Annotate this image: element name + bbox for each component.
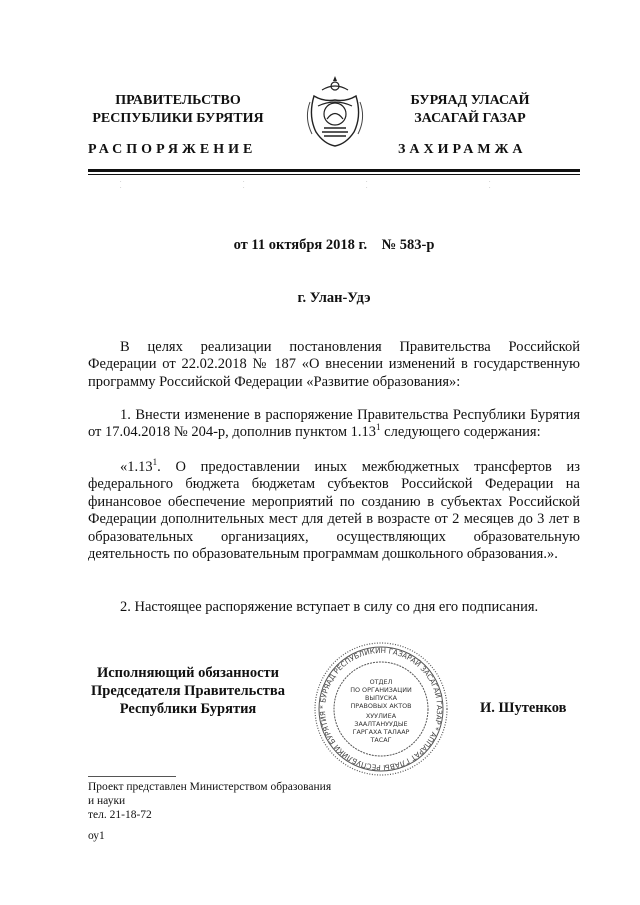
- item-1-paragraph: [88, 407, 580, 442]
- quote-text-before: «1.13: [120, 459, 153, 475]
- header-left-line2: РЕСПУБЛИКИ БУРЯТИЯ: [92, 111, 264, 126]
- footer-line1: Проект представлен Министерством образования: [88, 781, 332, 793]
- quote-text-after: . О предоставлении иных межбюджетных трансфертов из федерального бюджета бюджетам субъектов Российской Федерации на финансовое обеспечение мероприятий по созданию в субъектах Российской Федерации дополнительных мест для детей в возрасте от 2 месяцев до 3 лет в образовательных организациях, осуществляющих образовательную деятельность по образовательным программам дошкольного образования.».: [88, 459, 580, 563]
- footer-phone: тел. 21-18-72: [88, 809, 152, 821]
- signatory-name: И. Шутенков: [480, 700, 567, 716]
- header-right: [390, 92, 550, 128]
- header-right-line1: БУРЯАД УЛАСАЙ: [410, 93, 530, 108]
- document-city: г. Улан-Удэ: [297, 290, 371, 306]
- document-type-left: РАСПОРЯЖЕНИЕ: [88, 142, 257, 157]
- coat-of-arms-emblem: [300, 72, 370, 150]
- header-dots: . . . . . . . .: [120, 178, 551, 190]
- header-right-line2: ЗАСАГАЙ ГАЗАР: [414, 111, 526, 126]
- official-round-stamp: [312, 640, 450, 778]
- stamp-line-2: ПО ОРГАНИЗАЦИИ: [350, 686, 412, 694]
- footer-line2: и науки: [88, 795, 126, 807]
- stamp-line-7: ГАРГАХА ТАЛААР: [352, 728, 410, 736]
- stamp-line-3: ВЫПУСКА: [364, 694, 398, 702]
- preamble-paragraph: В целях реализации постановления Правительства Российской Федерации от 22.02.2018 № 187 «О внесении изменений в государственную программу Российской Федерации «Развитие образования»:: [88, 339, 580, 390]
- item-1-text-after: следующего содержания:: [380, 424, 541, 441]
- stamp-ring-text: * БУРЯАД РЕСПУБЛИКИН ГАЗАРАЙ ЗАСАГАЙ ГАЗАР * АППАРАТ ГЛАВЫ РЕСПУБЛИКИ БУРЯТИЯ: [317, 645, 445, 773]
- signatory-title-line3: Республики Бурятия: [119, 701, 257, 717]
- footer-code: оу1: [88, 830, 105, 842]
- header-divider-thick: [88, 169, 580, 172]
- signatory-title-line1: Исполняющий обязанности: [96, 665, 280, 681]
- item-1-text-before: 1. Внести изменение в распоряжение Правительства Республики Бурятия от 17.04.2018 № 204-р, дополнив пунктом 1.13: [88, 407, 580, 441]
- quote-superscript: 1: [152, 457, 158, 468]
- stamp-line-8: ТАСАГ: [370, 736, 392, 744]
- footer-divider: [88, 776, 176, 777]
- header-left: [88, 92, 268, 128]
- document-type-right: ЗАХИРАМЖА: [398, 142, 527, 157]
- item-1-superscript: 1: [376, 422, 381, 433]
- footer-note: [88, 780, 331, 822]
- header-divider-thin: [88, 174, 580, 175]
- signatory-title: [88, 664, 288, 718]
- stamp-line-4: ПРАВОВЫХ АКТОВ: [350, 702, 412, 710]
- quoted-clause-paragraph: [88, 459, 580, 563]
- stamp-line-1: ОТДЕЛ: [369, 678, 393, 686]
- stamp-line-6: ЗААЛТАНУУДЫЕ: [354, 720, 408, 728]
- stamp-line-5: ХУУЛИЕА: [365, 712, 397, 720]
- item-2-paragraph: 2. Настоящее распоряжение вступает в силу со дня его подписания.: [120, 599, 539, 615]
- document-date-number: от 11 октября 2018 г. № 583-р: [233, 237, 435, 253]
- header-left-line1: ПРАВИТЕЛЬСТВО: [115, 93, 241, 108]
- signatory-title-line2: Председателя Правительства: [91, 683, 285, 699]
